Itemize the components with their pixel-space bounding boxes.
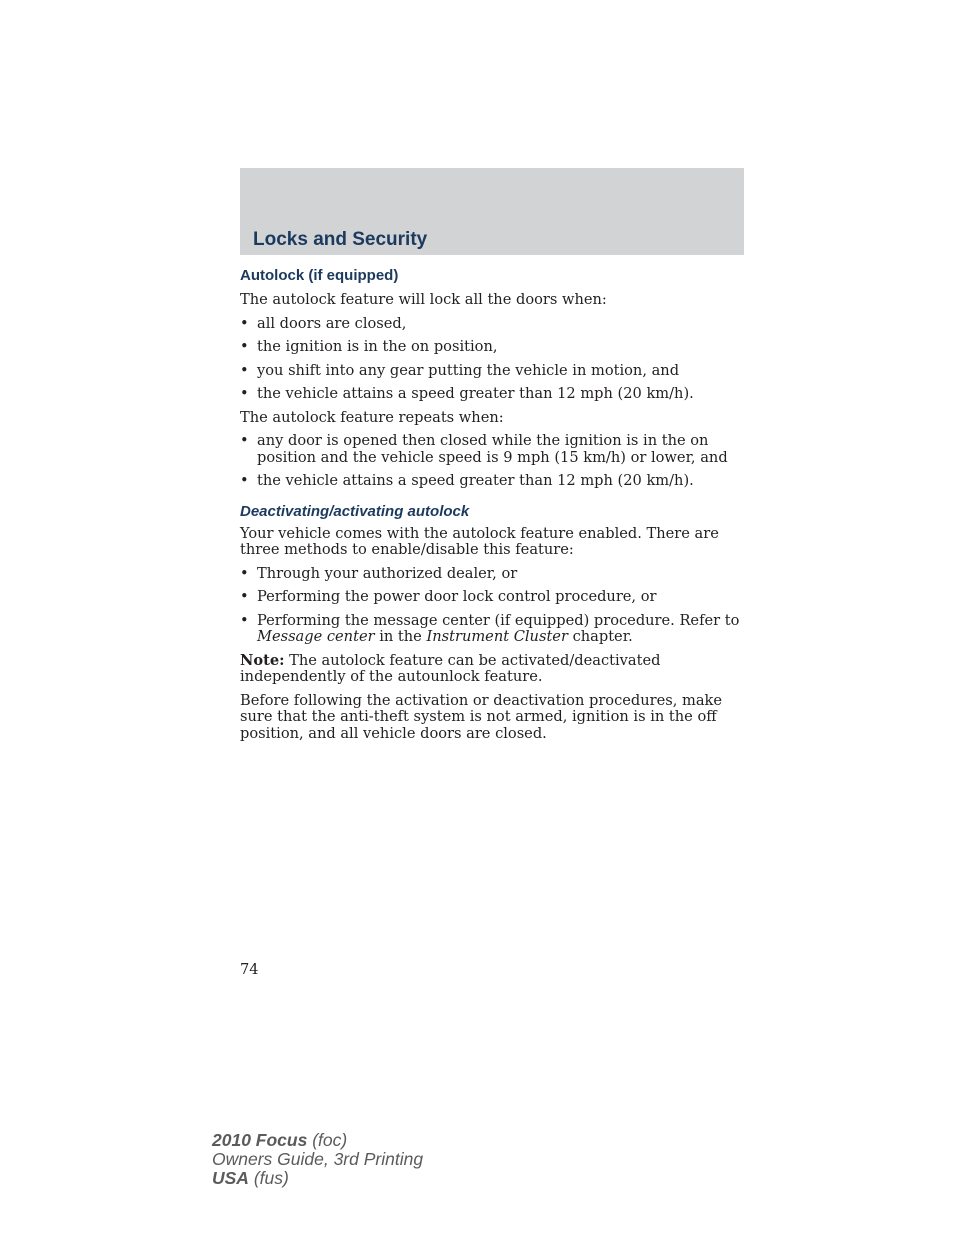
page-number: 74 bbox=[240, 961, 259, 978]
section-title: Locks and Security bbox=[253, 229, 428, 250]
method3-text: Performing the message center (if equipped) procedure. Refer to bbox=[257, 611, 740, 629]
list-item: • any door is opened then closed while the ignition is in the on position and the vehicle speed is 9 mph (15 km/h) or lower, and bbox=[240, 433, 745, 466]
footer-market: USA bbox=[212, 1168, 249, 1188]
list-item bbox=[240, 613, 745, 646]
list-item: • Performing the power door lock control procedure, or bbox=[240, 589, 745, 606]
footer-line-market bbox=[212, 1169, 423, 1188]
repeat-conditions-list bbox=[240, 433, 745, 490]
message-center-reference: Message center bbox=[257, 628, 375, 645]
list-item: • you shift into any gear putting the vehicle in motion, and bbox=[240, 363, 745, 380]
note-label: Note: bbox=[240, 651, 285, 669]
list-item: • Through your authorized dealer, or bbox=[240, 566, 745, 583]
page-content bbox=[240, 266, 745, 749]
lock-conditions-list bbox=[240, 316, 745, 403]
section-header-band bbox=[240, 168, 744, 255]
footer-model: 2010 Focus bbox=[212, 1130, 308, 1150]
autolock-heading: Autolock (if equipped) bbox=[240, 267, 399, 284]
deactivating-intro: Your vehicle comes with the autolock feature enabled. There are three methods to enable/disable this feature: bbox=[240, 524, 719, 558]
method3-text: chapter. bbox=[567, 628, 633, 645]
footer-market-code: (fus) bbox=[248, 1168, 289, 1188]
note-text: The autolock feature can be activated/deactivated independently of the autounlock feature. bbox=[240, 651, 661, 685]
footer bbox=[212, 1131, 423, 1188]
footer-line-model bbox=[212, 1131, 423, 1150]
method3-text: in the bbox=[374, 628, 427, 645]
instrument-cluster-reference: Instrument Cluster bbox=[426, 628, 568, 645]
repeat-intro: The autolock feature repeats when: bbox=[240, 408, 504, 426]
list-item: • all doors are closed, bbox=[240, 316, 745, 333]
list-item: • the vehicle attains a speed greater than 12 mph (20 km/h). bbox=[240, 473, 745, 490]
footer-line-guide: Owners Guide, 3rd Printing bbox=[212, 1149, 424, 1169]
deactivating-heading: Deactivating/activating autolock bbox=[240, 502, 470, 520]
list-item: • the vehicle attains a speed greater than 12 mph (20 km/h). bbox=[240, 386, 745, 403]
note-paragraph bbox=[240, 653, 745, 686]
autolock-intro: The autolock feature will lock all the doors when: bbox=[240, 291, 607, 308]
closing-paragraph: Before following the activation or deactivation procedures, make sure that the anti-theft system is not armed, ignition is in the off position, and all vehicle doors are closed. bbox=[240, 691, 723, 742]
footer-model-code: (foc) bbox=[307, 1130, 348, 1150]
methods-list bbox=[240, 566, 745, 646]
list-item: • the ignition is in the on position, bbox=[240, 339, 745, 356]
